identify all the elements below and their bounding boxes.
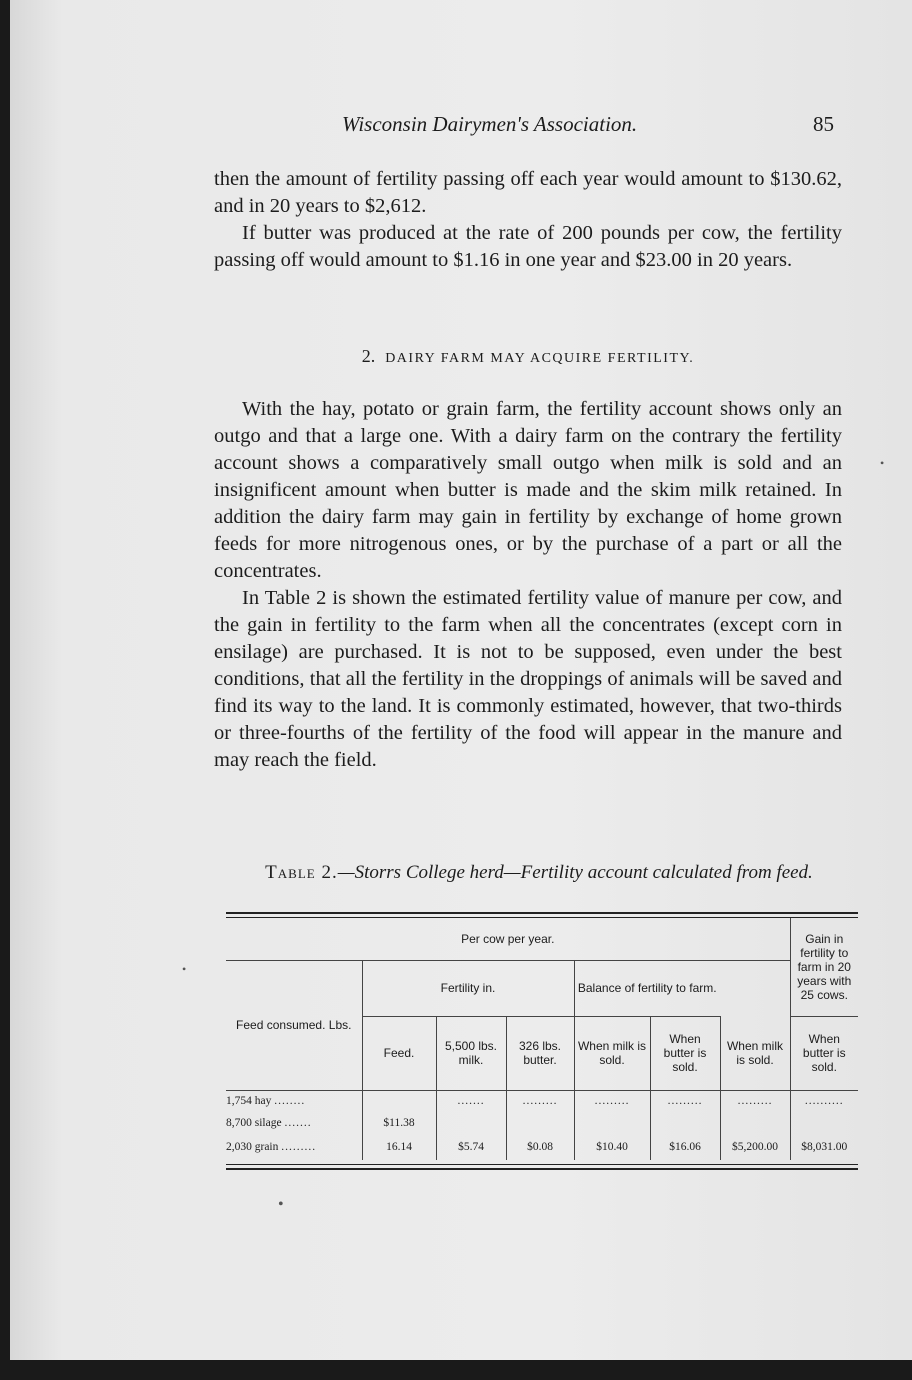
row-gain-milk: ......... [720,1090,790,1112]
row-balance-milk: ......... [574,1090,650,1112]
paragraph: then the amount of fertility passing off each year would amount to $130.62, and in 20 years to $2,612. [214,168,842,217]
header-balance: Balance of fertility to farm. [574,960,720,1016]
row-feed: 1,754 hay ........ [226,1095,306,1108]
row-feed-value [362,1090,436,1112]
scan-bottom-border [0,1360,912,1380]
row-gain-milk: $5,200.00 [720,1134,790,1160]
table-caption [226,860,852,886]
running-header [342,112,842,146]
row-feed: 2,030 grain ......... [226,1141,317,1153]
table-bottom-rule [226,1164,858,1170]
row-butter: ......... [506,1090,574,1112]
row-feed: 8,700 silage ....... [226,1117,312,1129]
header-fertility-in: Fertility in. [362,960,574,1016]
header-per-cow: Per cow per year. [226,918,790,960]
top-paragraphs [214,166,842,274]
header-feed-consumed: Feed consumed. Lbs. [226,960,362,1090]
row-gain-butter: $8,031.00 [790,1134,858,1160]
ink-dot: • [182,962,187,976]
header-balance-milk: When milk is sold. [574,1016,650,1090]
book-spine-shadow [0,0,10,1380]
section-title: DAIRY FARM MAY ACQUIRE FERTILITY. [385,351,695,366]
header-gain-butter: When butter is sold. [790,1016,858,1090]
running-title: Wisconsin Dairymen's Association. [342,112,638,136]
row-balance-butter: ......... [650,1090,720,1112]
table-row [226,1090,858,1112]
ink-dot: • [880,456,885,470]
header-balance-butter: When butter is sold. [650,1016,720,1090]
paragraph: If butter was produced at the rate of 200 pounds per cow, the fertility passing off would amount to $1.16 in one year and $23.00 in 20 years. [214,222,842,271]
row-butter: $0.08 [506,1134,574,1160]
fertility-table [226,912,858,1170]
row-milk: $5.74 [436,1134,506,1160]
paragraph: With the hay, potato or grain farm, the fertility account shows only an outgo and that a large one. With a dairy farm on the contrary the fertility account shows a comparatively small outgo when milk is sold and an insignificent amount when butter is made and the skim milk retained. In addition the dairy farm may gain in fertility by exchange of home grown feeds for more nitrogenous ones, or by the purchase of a part or all the concentrates. [214,398,842,582]
page-number: 85 [813,112,834,136]
table-label: Table 2. [265,862,338,883]
row-balance-milk: $10.40 [574,1134,650,1160]
table-row [226,1112,858,1134]
header-gain: Gain in fertility to farm in 20 years with 25 cows. [790,918,858,1016]
row-feed-value: $11.38 [362,1112,436,1134]
header-feed: Feed. [362,1016,436,1090]
paragraph: In Table 2 is shown the estimated fertility value of manure per cow, and the gain in fertility to the farm when all the concentrates (except corn in ensilage) are purchased. It is not to be supposed, even under the best conditions, that all the fertility in the droppings of animals will be saved and find its way to the land. It is commonly estimated, however, that two-thirds or three-fourths of the fertility of the food will appear in the manure and may reach the field. [214,587,842,771]
table-title: —Storrs College herd—Fertility account calculated from feed. [337,862,813,883]
header-butter: 326 lbs. butter. [506,1016,574,1090]
row-feed-value: 16.14 [362,1134,436,1160]
header-gain-milk: When milk is sold. [720,1016,790,1090]
header-milk: 5,500 lbs. milk. [436,1016,506,1090]
section-number: 2. [361,346,376,366]
table-row [226,1134,858,1160]
row-gain-butter: .......... [790,1090,858,1112]
body-paragraphs [214,396,842,774]
table-body [226,918,858,1160]
row-balance-butter: $16.06 [650,1134,720,1160]
section-heading [214,346,842,367]
ink-dot: • [278,1196,284,1213]
row-milk: ....... [436,1090,506,1112]
